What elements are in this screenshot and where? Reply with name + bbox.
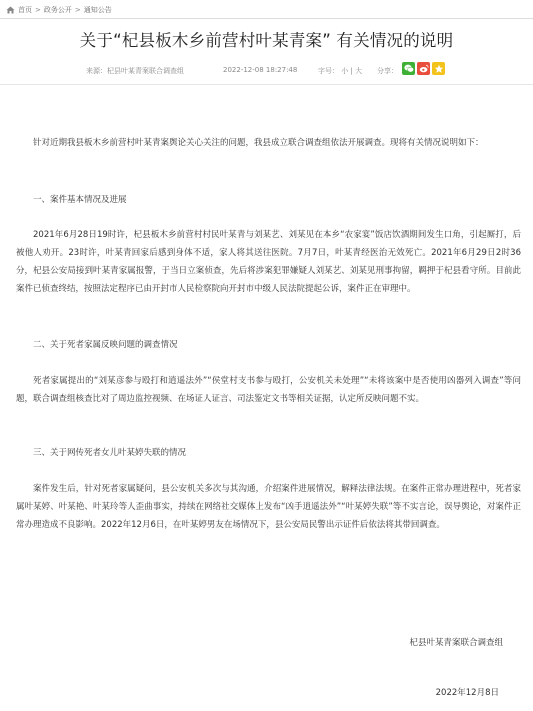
- section-paragraph-case-overview: 2021年6月28日19时许，杞县板木乡前营村村民叶某青与刘某艺、刘某见在本乡“农家宴”饭店饮酒期间发生口角，引起厮打，后被他人劝开。23时许，叶某青回家后感到身体不适，家人将其送往医院。7月7日，叶某青经医治无效死亡。2021年6月29日2时36分，杞县公安局接到叶某青家属报警，于当日立案侦查，先后将涉案犯罪嫌疑人刘某艺、刘某见刑事拘留，羁押于杞县看守所。目前此案件已侦查终结，按照法定程序已由开封市人民检察院向开封市中级人民法院提起公诉，案件正在审理中。: [16, 230, 521, 294]
- wechat-icon[interactable]: [402, 62, 415, 75]
- section-heading-case-overview: 一、案件基本情况及进展: [33, 195, 127, 205]
- breadcrumb-home-link[interactable]: 首页: [18, 6, 32, 14]
- section-heading-family-issues: 二、关于死者家属反映问题的调查情况: [33, 340, 178, 350]
- breadcrumb: [6, 3, 112, 17]
- article-meta-bar: [0, 58, 533, 85]
- section-paragraph-daughter-missing: 案件发生后，针对死者家属疑问，县公安机关多次与其沟通，介绍案件进展情况，解释法律法规。在案件正常办理进程中，死者家属叶某婷、叶某艳、叶某玲等人歪曲事实，持续在网络社交媒体上发布“凶手逍遥法外”“叶某婷失联”等不实言论，误导舆论，对案件正常办理造成不良影响。2022年12月6日，在叶某婷男友在场情况下，县公安局民警出示证件后依法将其带回调查。: [16, 484, 521, 530]
- section-heading-daughter-missing: 三、关于网传死者女儿叶某婷失联的情况: [33, 448, 187, 458]
- weibo-icon[interactable]: [417, 62, 430, 75]
- source-value: 杞县叶某青案联合调查组: [107, 67, 184, 75]
- share-icons: [402, 62, 445, 75]
- article-datetime: 2022-12-08 18:27:48: [223, 66, 298, 74]
- breadcrumb-divider: [0, 18, 533, 19]
- font-size-small-button[interactable]: 小: [341, 67, 349, 75]
- signature: 杞县叶某青案联合调查组: [409, 638, 503, 648]
- font-size-control: [318, 66, 362, 76]
- font-size-large-button[interactable]: 大: [355, 67, 363, 75]
- source-label: 来源：: [86, 67, 107, 75]
- article-source: [86, 66, 184, 76]
- breadcrumb-separator: >: [74, 6, 81, 14]
- breadcrumb-notices-link[interactable]: 通知公告: [83, 6, 112, 14]
- section-paragraph-family-issues: 死者家属提出的“刘某彦参与殴打和逍遥法外”“侯堂村支书参与殴打，公安机关未处理”“未将该案中是否使用凶器列入调查”等问题，联合调查组核查比对了周边监控视频、在场证人证言、司法鉴定文书等相关证据，认定所反映问题不实。: [16, 376, 521, 404]
- intro-paragraph: 针对近期我县板木乡前营村叶某青案舆论关心关注的问题，我县成立联合调查组依法开展调查。现将有关情况说明如下：: [33, 138, 484, 148]
- page-title: 关于“杞县板木乡前营村叶某青案” 有关情况的说明: [79, 31, 454, 50]
- breadcrumb-separator: >: [35, 6, 41, 14]
- share-label: 分享：: [377, 67, 398, 75]
- font-size-label: 字号：: [318, 67, 339, 75]
- qzone-icon[interactable]: [432, 62, 445, 75]
- breadcrumb-gov-affairs-link[interactable]: 政务公开: [43, 6, 72, 14]
- signature-date: 2022年12月8日: [435, 688, 499, 698]
- home-icon[interactable]: [6, 6, 15, 14]
- font-size-separator: |: [350, 67, 353, 75]
